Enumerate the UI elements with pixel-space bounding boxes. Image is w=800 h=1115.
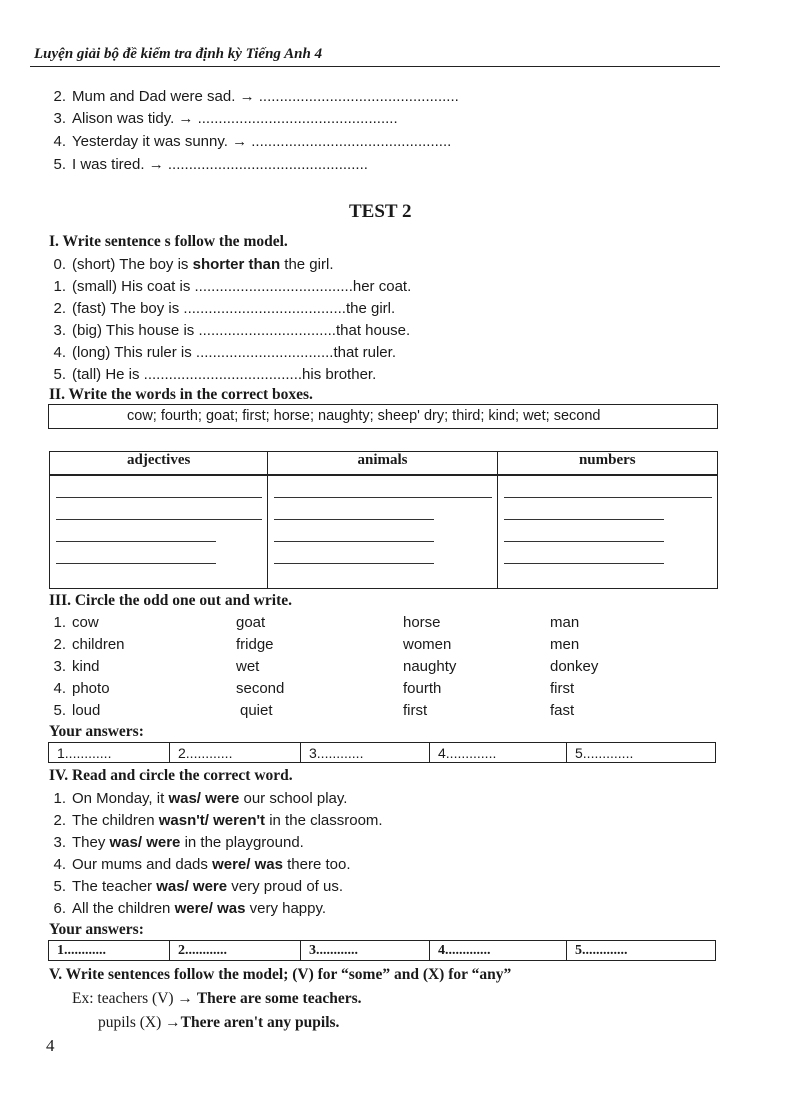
section-4-item: 1. On Monday, it was/ were our school play.: [53, 790, 348, 807]
column-header-adjectives: adjectives: [50, 452, 268, 476]
word-choice[interactable]: were/ was: [174, 900, 246, 917]
answer-box-4[interactable]: 4.............: [430, 941, 567, 961]
odd-word[interactable]: donkey: [550, 658, 599, 675]
answer-line: [56, 542, 216, 564]
section-1-example: 0. (short) The boy is shorter than the girl.: [53, 256, 334, 273]
column-header-numbers: numbers: [497, 452, 717, 476]
answer-line: [56, 498, 262, 520]
answer-box-2[interactable]: 2............: [170, 743, 301, 763]
column-header-animals: animals: [268, 452, 497, 476]
top-item-5: 5. I was tired. → ................................................: [53, 156, 368, 173]
answer-line: [274, 520, 434, 542]
page-number: 4: [46, 1036, 55, 1055]
section-4-item: 5. The teacher was/ were very proud of us.: [53, 878, 344, 895]
odd-word[interactable]: fast: [550, 702, 575, 719]
category-table: [49, 451, 718, 589]
word-choice[interactable]: wasn't/ weren't: [158, 812, 266, 829]
adjectives-answer-cell[interactable]: [50, 475, 268, 589]
answer-box-4[interactable]: 4.............: [430, 743, 567, 763]
section-4-answers-label: Your answers:: [49, 921, 144, 938]
section-5-example-2: pupils (X) →There aren't any pupils.: [98, 1014, 340, 1031]
odd-word[interactable]: second: [236, 680, 285, 697]
section-4-item: 6. All the children were/ was very happy.: [53, 900, 327, 917]
header-rule: [30, 66, 720, 67]
section-1-item: 3. (big) This house is .................................that house.: [53, 322, 411, 339]
odd-word[interactable]: goat: [236, 614, 266, 631]
odd-word[interactable]: fridge: [236, 636, 274, 653]
section-3-answers-label: Your answers:: [49, 723, 144, 740]
section-5-heading: V. Write sentences follow the model; (V) for “some” and (X) for “any”: [49, 966, 512, 983]
section-4-answer-table: [48, 940, 716, 961]
odd-word[interactable]: first: [403, 702, 428, 719]
section-1-item: 1. (small) His coat is ......................................her coat.: [53, 278, 412, 295]
odd-row-3: 3. kind: [53, 658, 100, 675]
answer-line: [504, 520, 664, 542]
top-item-4: 4. Yesterday it was sunny. → ................................................: [53, 133, 452, 150]
section-1-item: 5. (tall) He is ......................................his brother.: [53, 366, 377, 383]
odd-word[interactable]: fourth: [403, 680, 442, 697]
odd-word[interactable]: women: [403, 636, 452, 653]
section-1-item: 4. (long) This ruler is .................................that ruler.: [53, 344, 396, 361]
answer-line: [504, 498, 664, 520]
answer-line: [274, 542, 434, 564]
odd-row-2: 2. children: [53, 636, 125, 653]
answer-box-3[interactable]: 3............: [301, 941, 430, 961]
odd-row-1: 1. cow: [53, 614, 99, 631]
word-choice[interactable]: was/ were: [168, 790, 240, 807]
section-1-item: 2. (fast) The boy is .......................................the girl.: [53, 300, 396, 317]
word-bank: cow; fourth; goat; first; horse; naughty; sheep' dry; third; kind; wet; second: [48, 404, 718, 429]
top-item-3: 3. Alison was tidy. → ................................................: [53, 110, 398, 127]
section-4-item: 4. Our mums and dads were/ was there too.: [53, 856, 351, 873]
odd-word[interactable]: quiet: [240, 702, 273, 719]
section-4-item: 2. The children wasn't/ weren't in the classroom.: [53, 812, 383, 829]
page-header: Luyện giải bộ đề kiểm tra định kỳ Tiếng Anh 4: [34, 46, 323, 62]
test-title: TEST 2: [349, 201, 412, 222]
top-item-2: 2. Mum and Dad were sad. → ................................................: [53, 88, 459, 105]
odd-word[interactable]: horse: [403, 614, 441, 631]
numbers-answer-cell[interactable]: [497, 475, 717, 589]
section-4-item: 3. They was/ were in the playground.: [53, 834, 304, 851]
answer-line: [274, 498, 434, 520]
word-choice[interactable]: was/ were: [156, 878, 228, 895]
answer-box-1[interactable]: 1............: [49, 743, 170, 763]
answer-line: [504, 476, 712, 498]
answer-box-3[interactable]: 3............: [301, 743, 430, 763]
section-3-heading: III. Circle the odd one out and write.: [49, 592, 292, 609]
animals-answer-cell[interactable]: [268, 475, 497, 589]
odd-word[interactable]: first: [550, 680, 575, 697]
section-1-heading: I. Write sentence s follow the model.: [49, 233, 288, 250]
word-choice[interactable]: were/ was: [212, 856, 283, 873]
section-3-answer-table: [48, 742, 716, 763]
answer-line: [56, 520, 216, 542]
answer-line: [504, 542, 664, 564]
odd-row-5: 5. loud: [53, 702, 101, 719]
odd-word[interactable]: naughty: [403, 658, 457, 675]
odd-row-4: 4. photo: [53, 680, 110, 697]
odd-word[interactable]: men: [550, 636, 580, 653]
answer-box-5[interactable]: 5.............: [567, 941, 716, 961]
section-4-heading: IV. Read and circle the correct word.: [49, 767, 293, 784]
section-5-example-1: Ex: teachers (V) → There are some teachers.: [72, 990, 362, 1007]
odd-word[interactable]: wet: [236, 658, 260, 675]
section-2-heading: II. Write the words in the correct boxes.: [49, 386, 313, 403]
answer-line: [56, 476, 262, 498]
answer-box-1[interactable]: 1............: [49, 941, 170, 961]
word-choice[interactable]: was/ were: [109, 834, 181, 851]
answer-box-5[interactable]: 5.............: [567, 743, 716, 763]
answer-box-2[interactable]: 2............: [170, 941, 301, 961]
answer-line: [274, 476, 491, 498]
odd-word[interactable]: man: [550, 614, 580, 631]
